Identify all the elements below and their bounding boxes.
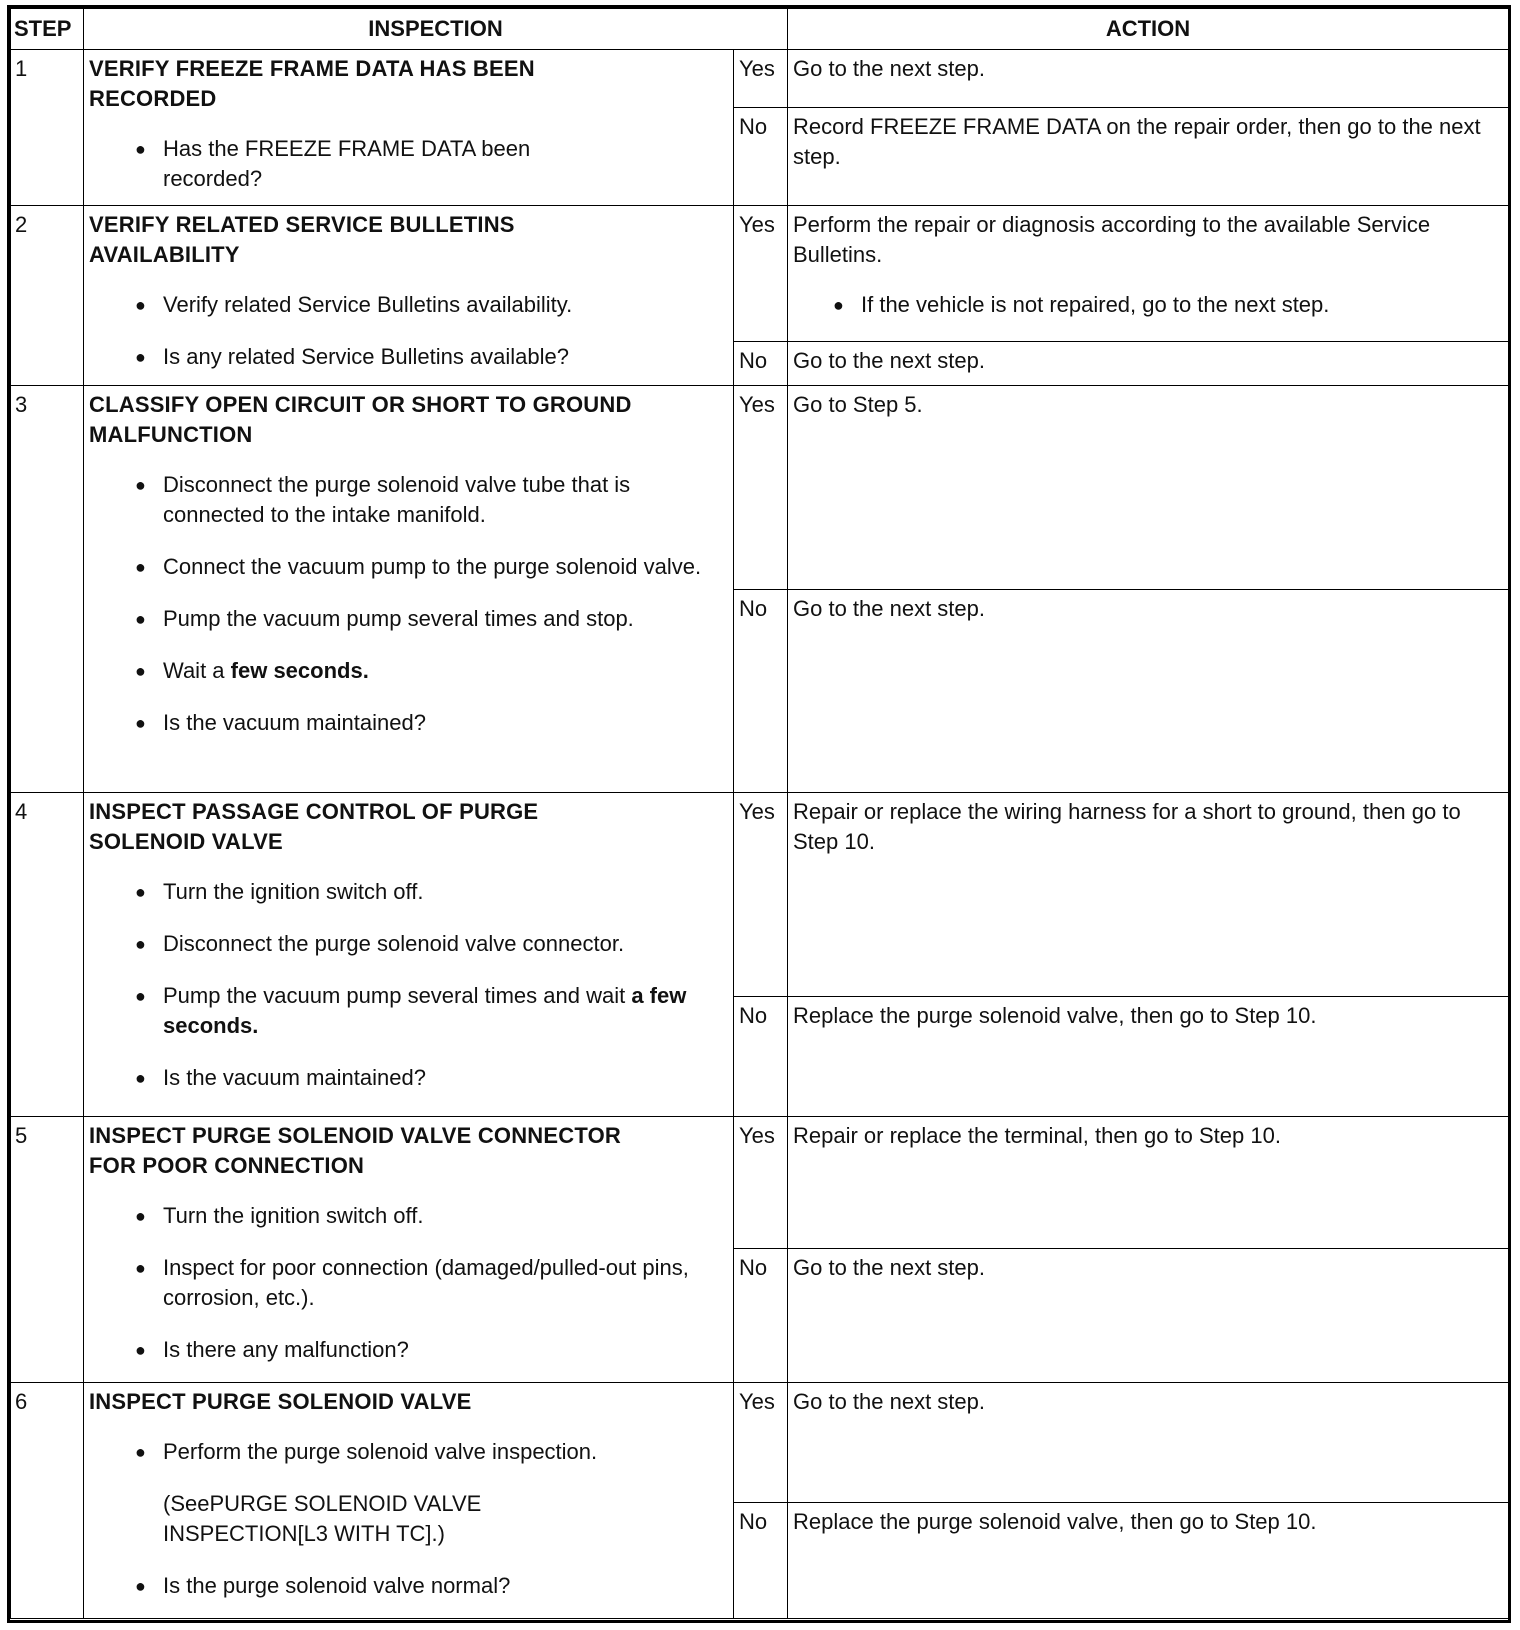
inspection-bullet: ● Inspect for poor connection (damaged/pulled-out pins, corrosion, etc.). (135, 1253, 728, 1313)
header-row (11, 9, 1509, 50)
inspection-bullet: ● Pump the vacuum pump several times and stop. (135, 604, 728, 634)
yes-action: Go to Step 5. (788, 386, 1509, 590)
yes-label: Yes (734, 793, 788, 997)
no-label: No (734, 1503, 788, 1619)
no-label: No (734, 997, 788, 1117)
step-number: 4 (11, 793, 84, 1117)
inspection-bullet: ● Pump the vacuum pump several times and wait a few seconds. (135, 981, 728, 1041)
step-4-yes-row (11, 793, 1509, 997)
step-inspection (84, 386, 734, 793)
step-title: CLASSIFY OPEN CIRCUIT OR SHORT TO GROUND MALFUNCTION (89, 392, 632, 447)
step-6-yes-row (11, 1383, 1509, 1503)
step-number: 5 (11, 1117, 84, 1383)
header-step: STEP (11, 9, 84, 50)
no-action: Replace the purge solenoid valve, then go to Step 10. (788, 1503, 1509, 1619)
step-title: INSPECT PASSAGE CONTROL OF PURGE SOLENOID VALVE (89, 799, 539, 854)
inspection-bullet: ● Is the vacuum maintained? (135, 1063, 728, 1093)
inspection-bullet: ● Wait a few seconds. (135, 656, 728, 686)
no-action: Go to the next step. (788, 590, 1509, 793)
no-label: No (734, 590, 788, 793)
inspection-bullet: ● Is the vacuum maintained? (135, 708, 728, 738)
inspection-bullet: ● Disconnect the purge solenoid valve connector. (135, 929, 728, 959)
step-title: VERIFY RELATED SERVICE BULLETINS AVAILABILITY (89, 212, 515, 267)
yes-action: Repair or replace the terminal, then go to Step 10. (788, 1117, 1509, 1249)
step-number: 1 (11, 50, 84, 206)
inspection-bullet: ● Verify related Service Bulletins availability. (135, 290, 728, 320)
no-label: No (734, 108, 788, 206)
inspection-bullet: ● Is the purge solenoid valve normal? (135, 1571, 728, 1601)
inspection-bullet: ● Turn the ignition switch off. (135, 1201, 728, 1231)
action-bullet: ● If the vehicle is not repaired, go to the next step. (833, 290, 1503, 320)
step-2-yes-row (11, 206, 1509, 342)
header-action: ACTION (788, 9, 1509, 50)
yes-label: Yes (734, 386, 788, 590)
yes-action: Repair or replace the wiring harness for a short to ground, then go to Step 10. (788, 793, 1509, 997)
yes-action (788, 206, 1509, 342)
no-action: Go to the next step. (788, 342, 1509, 386)
inspection-bullet: ● Is there any malfunction? (135, 1335, 728, 1365)
step-number: 2 (11, 206, 84, 386)
inspection-bullet: ● Turn the ignition switch off. (135, 877, 728, 907)
yes-label: Yes (734, 50, 788, 108)
no-action: Go to the next step. (788, 1249, 1509, 1383)
yes-label: Yes (734, 1117, 788, 1249)
yes-action: Go to the next step. (788, 50, 1509, 108)
diagnostic-table-frame (7, 5, 1511, 1623)
inspection-bullet: ● Has the FREEZE FRAME DATA been recorded? (135, 134, 608, 194)
step-number: 6 (11, 1383, 84, 1619)
inspection-bullet: ● Disconnect the purge solenoid valve tube that is connected to the intake manifold. (135, 470, 728, 530)
step-inspection (84, 206, 734, 386)
step-title: INSPECT PURGE SOLENOID VALVE CONNECTOR FOR POOR CONNECTION (89, 1123, 621, 1178)
no-action: Record FREEZE FRAME DATA on the repair order, then go to the next step. (788, 108, 1509, 206)
inspection-reference-note: (SeePURGE SOLENOID VALVE INSPECTION[L3 WITH TC].) (163, 1491, 482, 1546)
step-number: 3 (11, 386, 84, 793)
step-title: INSPECT PURGE SOLENOID VALVE (89, 1389, 472, 1414)
step-inspection (84, 793, 734, 1117)
inspection-bullet: ● Is any related Service Bulletins available? (135, 342, 728, 372)
header-inspection: INSPECTION (84, 9, 788, 50)
yes-action-text: Perform the repair or diagnosis according to the available Service Bulletins. (793, 212, 1431, 267)
yes-label: Yes (734, 1383, 788, 1503)
step-5-yes-row (11, 1117, 1509, 1249)
diagnostic-table (10, 8, 1509, 1619)
inspection-bullet: ● Perform the purge solenoid valve inspection. (135, 1437, 728, 1467)
step-inspection (84, 50, 734, 206)
step-inspection (84, 1383, 734, 1619)
yes-label: Yes (734, 206, 788, 342)
step-3-yes-row (11, 386, 1509, 590)
step-1-yes-row (11, 50, 1509, 108)
no-action: Replace the purge solenoid valve, then go to Step 10. (788, 997, 1509, 1117)
step-inspection (84, 1117, 734, 1383)
yes-action: Go to the next step. (788, 1383, 1509, 1503)
no-label: No (734, 342, 788, 386)
step-title: VERIFY FREEZE FRAME DATA HAS BEEN RECORDED (89, 56, 535, 111)
no-label: No (734, 1249, 788, 1383)
inspection-bullet: ● Connect the vacuum pump to the purge solenoid valve. (135, 552, 728, 582)
